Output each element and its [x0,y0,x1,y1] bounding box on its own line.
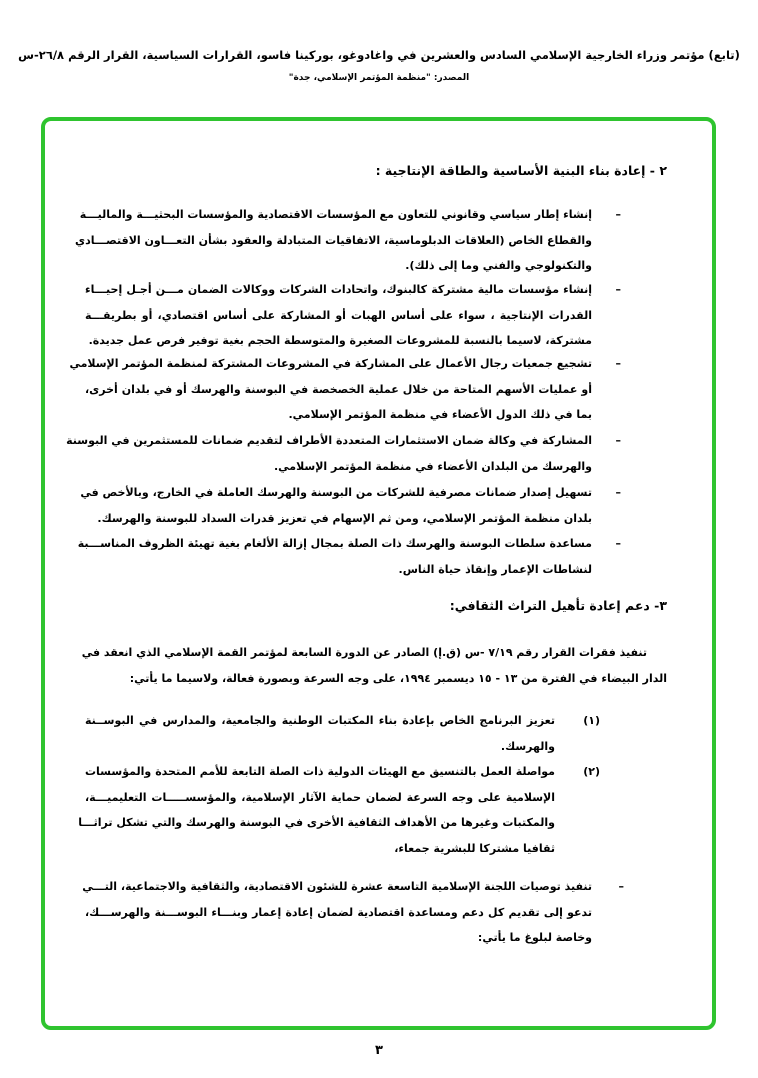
document-source: المصدر: "منظمة المؤتمر الإسلامي، جدة" [288,73,470,83]
bullet-item-line: تسهيل إصدار ضمانات مصرفية للشركات من البوسنة والهرسك العاملة في الخارج، وبالأخص في [80,486,592,499]
bullet-item-line: القدرات الإنتاجية ، سواء على أساس الهبات أو المشاركة على أساس اقتصادي، أو بطريقـــة [85,308,592,322]
bullet-item-line: تشجيع جمعيات رجال الأعمال على المشاركة في المشروعات المشتركة لمنظمة المؤتمر الإسلامي [69,357,592,370]
section-3-intro-line: تنفيذ فقرات القرار رقم ٧/١٩ -س (ق.إ) الصادر عن الدورة السابعة لمؤتمر القمة الإسلامي الذي انعقد في [81,646,647,659]
bullet-item-marker: – [615,486,621,499]
bullet-item-line: والهرسك من البلدان الأعضاء في منظمة المؤتمر الإسلامي. [273,459,592,473]
bullet-item-marker: – [615,283,621,296]
numbered-item-marker: (٢) [583,765,600,778]
bullet-item-line: والقطاع الخاص (العلاقات الدبلوماسية، الاتفاقيات المتبادلة والعقود بشأن التعـــاون الاقتصـــادي [75,233,592,247]
numbered-item-line: ثقافيا مشتركا للبشرية جمعاء، [394,841,555,855]
numbered-item-line: والمكتبات وغيرها من الأهداف الثقافية الأخرى في البوسنة والهرسك والتي تشكل تراثـــا [78,816,555,829]
bullet-item-line: والتكنولوجي والفني وما إلى ذلك). [405,259,592,272]
bullet-item-marker: – [615,434,621,447]
section-2-heading: ٢ - إعادة بناء البنية الأساسية والطاقة الإنتاجية : [375,163,667,178]
bullet-item-line: تنفيذ توصيات اللجنة الإسلامية التاسعة عشرة للشئون الاقتصادية، والثقافية والاجتماعية، التـــي [82,880,592,893]
bullet-item-line: المشاركة في وكالة ضمان الاستثمارات المتعددة الأطراف لتقديم ضمانات للمستثمرين في البوسنة [66,434,592,447]
numbered-item-line: تعزيز البرنامج الخاص بإعادة بناء المكتبات الوطنية والجامعية، والمدارس في البوســنة [85,714,555,727]
bullet-item-line: مشتركة، لاسيما بالنسبة للمشروعات الصغيرة والمتوسطة الحجم بغية توفير فرص عمل جديدة. [88,334,592,347]
bullet-item-line: لنشاطات الإعمار وإنقاذ حياة الناس. [398,562,592,576]
document-header-title: (تابع) مؤتمر وزراء الخارجية الإسلامي السادس والعشرين في واغادوغو، بوركينا فاسو، القرارات السياسية، القرار الرقم ٢٦/٨-س [18,48,740,62]
numbered-item-line: والهرسك. [500,739,555,753]
section-3-intro-line: الدار البيضاء في الفترة من ١٣ - ١٥ ديسمبر ١٩٩٤، على وجه السرعة وبصورة فعالة، ولاسيما ما يأتي: [129,671,667,685]
bullet-item-marker: – [615,208,621,221]
bullet-item-marker: – [618,880,624,893]
bullet-item-line: تدعو إلى تقديم كل دعم ومساعدة اقتصادية لضمان إعادة إعمار وبنـــاء البوســـنة والهرســـك، [85,905,592,919]
bullet-item-line: مساعدة سلطات البوسنة والهرسك ذات الصلة بمجال إزالة الألغام بغية تهيئة الظروف المناســـبة [77,537,592,550]
numbered-item-line: الإسلامية على وجه السرعة لضمان حماية الآثار الإسلامية، والمؤسســـــات التعليميـــة، [85,790,555,804]
bullet-item-line: إنشاء إطار سياسي وقانوني للتعاون مع المؤسسات الاقتصادية والمؤسسات البحثيـــة والماليـــة [79,208,592,221]
section-3-heading: ٣- دعم إعادة تأهيل التراث الثقافي: [449,598,667,613]
numbered-item-line: مواصلة العمل بالتنسيق مع الهيئات الدولية ذات الصلة التابعة للأمم المتحدة والمؤسسات [85,765,555,778]
bullet-item-line: إنشاء مؤسسات مالية مشتركة كالبنوك، واتحادات الشركات ووكالات الضمان مـــن أجـل إحيـــاء [85,283,592,296]
page-number: ٣ [375,1043,383,1058]
numbered-item-marker: (١) [583,714,600,727]
bullet-item-line: وخاصة لبلوغ ما يأتي: [477,931,592,944]
bullet-item-marker: – [615,357,621,370]
bullet-item-line: بلدان منظمة المؤتمر الإسلامي، ومن ثم الإسهام في تعزيز قدرات السداد للبوسنة والهرسك. [97,511,592,525]
bullet-item-marker: – [615,537,621,550]
bullet-item-line: أو عمليات الأسهم المتاحة من خلال عملية الخصخصة في البوسنة والهرسك أو في بلدان أخرى، [85,382,592,396]
bullet-item-line: بما في ذلك الدول الأعضاء في منظمة المؤتمر الإسلامي. [288,408,592,421]
